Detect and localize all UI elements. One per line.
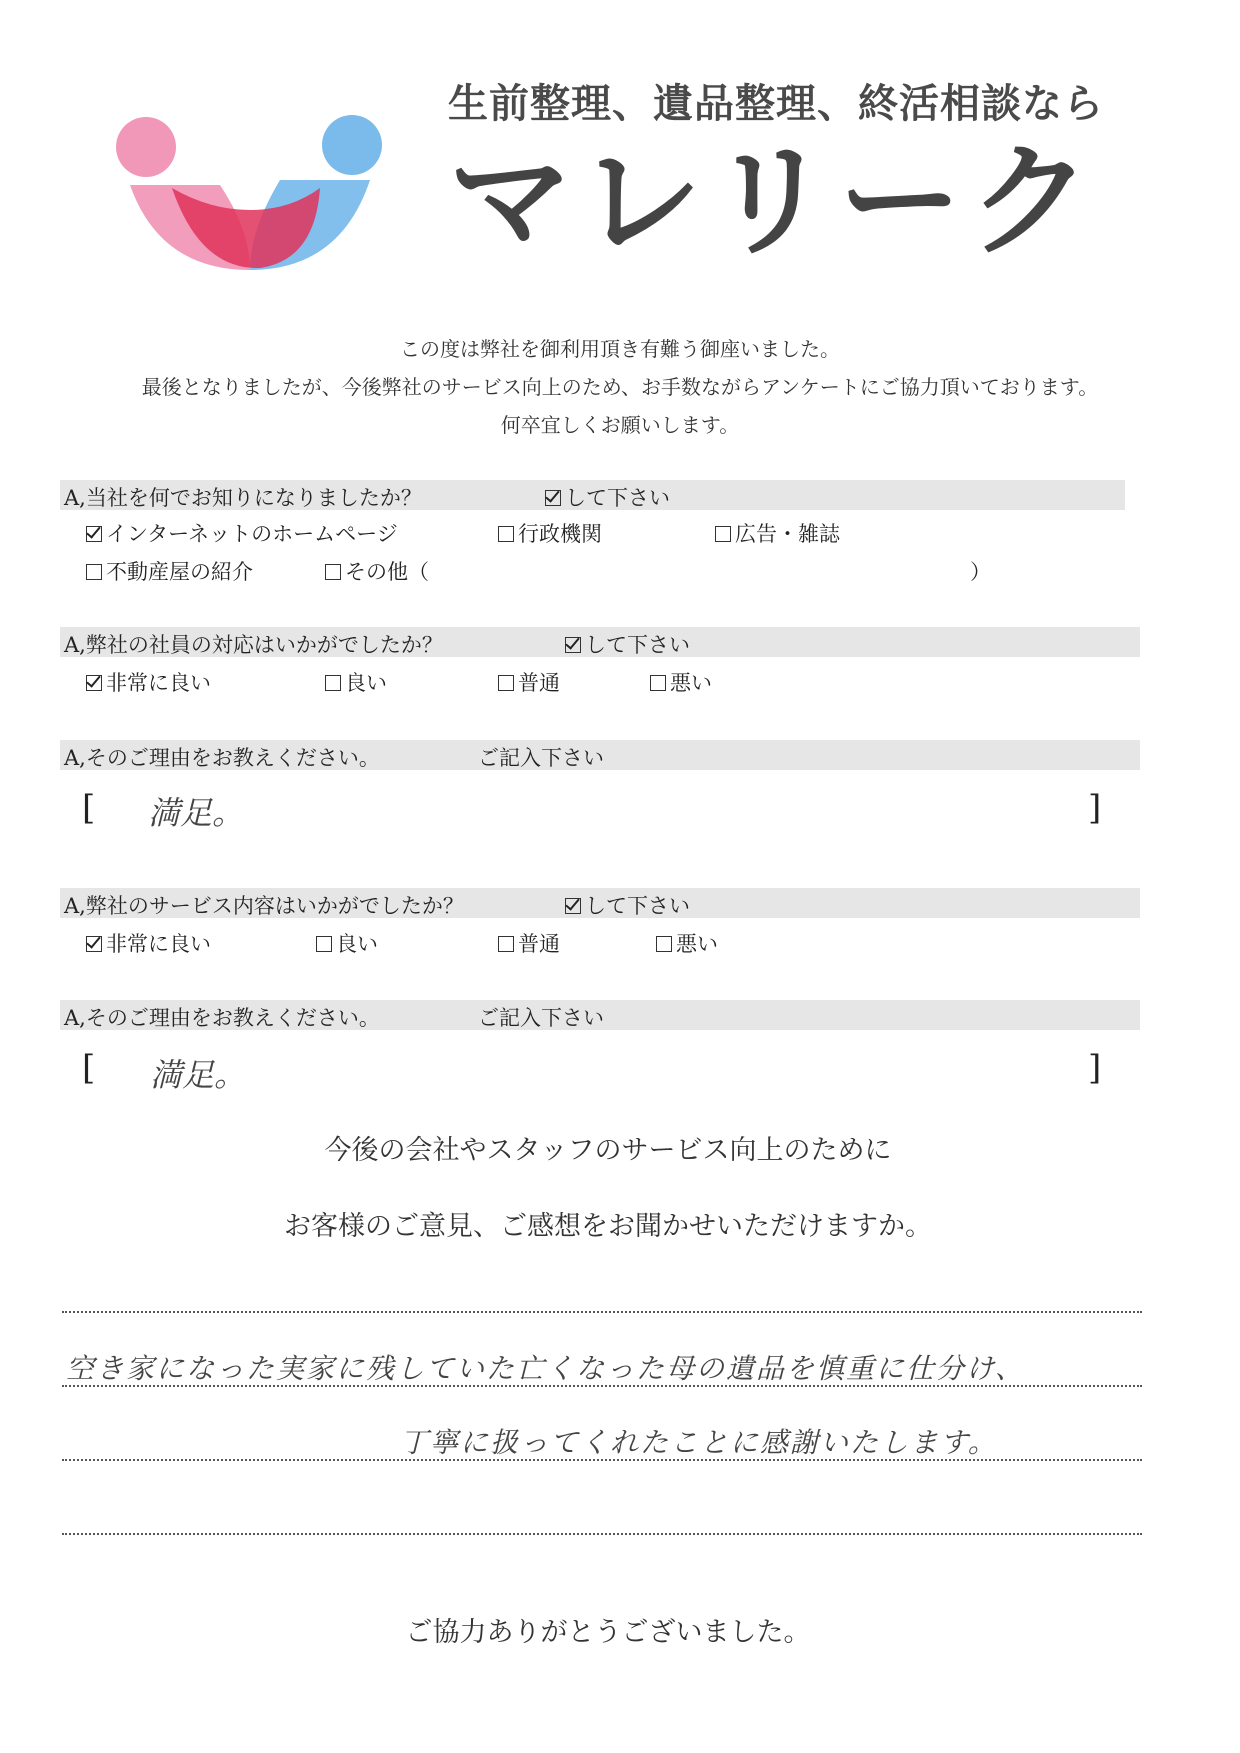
checkbox-icon[interactable]	[498, 936, 514, 952]
q1-option-other[interactable]: その他（	[325, 556, 429, 586]
feedback-prompt-2: お客様のご意見、ご感想をお聞かせいただけますか。	[284, 1211, 932, 1242]
q2-option-good[interactable]: 良い	[325, 667, 387, 697]
checkbox-icon[interactable]	[325, 675, 341, 691]
q3-bracket-open: [	[82, 788, 96, 828]
q1-instruction: して下さい	[545, 482, 670, 512]
q5-question: A,そのご理由をお教えください。	[64, 1006, 380, 1030]
q1-option-ads[interactable]: 広告・雑誌	[715, 518, 840, 548]
checkbox-icon[interactable]	[498, 526, 514, 542]
q1-option-government[interactable]: 行政機関	[498, 518, 602, 548]
intro-line-1: この度は弊社を御利用頂き有難う御座いました。	[400, 337, 840, 361]
instruction-check-icon	[545, 490, 561, 506]
q4-option-normal[interactable]: 普通	[498, 928, 560, 958]
q3-bracket-close: ]	[1088, 788, 1102, 828]
checkbox-icon[interactable]	[86, 564, 102, 580]
intro-line-3: 何卒宜しくお願いします。	[500, 413, 740, 437]
checkbox-icon[interactable]	[715, 526, 731, 542]
q3-answer[interactable]: 満足。	[148, 794, 245, 832]
comment-text-1[interactable]: 空き家になった実家に残していた亡くなった母の遺品を慎重に仕分け、	[66, 1352, 1025, 1385]
q1-question: A,当社を何でお知りになりましたか？	[64, 486, 422, 510]
q5-instruction: ご記入下さい	[478, 1006, 604, 1030]
checkbox-icon[interactable]	[498, 675, 514, 691]
checkbox-icon[interactable]	[650, 675, 666, 691]
comment-line-3	[62, 1459, 1142, 1461]
thanks-message: ご協力ありがとうございました。	[405, 1617, 811, 1648]
checkbox-icon[interactable]	[316, 936, 332, 952]
instruction-check-icon	[565, 898, 581, 914]
q3-question: A,そのご理由をお教えください。	[64, 746, 380, 770]
q3-instruction: ご記入下さい	[478, 746, 604, 770]
checkbox-checked-icon[interactable]	[86, 936, 102, 952]
comment-line-2	[62, 1385, 1142, 1387]
q1-option-realestate[interactable]: 不動産屋の紹介	[86, 556, 253, 586]
checkbox-checked-icon[interactable]	[86, 675, 102, 691]
q4-option-good[interactable]: 良い	[316, 928, 378, 958]
brand-name: マレリーク	[448, 130, 1099, 274]
q4-question: A,弊社のサービス内容はいかがでしたか？	[64, 894, 464, 918]
intro-line-2: 最後となりましたが、今後弊社のサービス向上のため、お手数ながらアンケートにご協力頂いております。	[141, 375, 1099, 399]
tagline: 生前整理、遺品整理、終活相談なら	[448, 81, 1104, 127]
q2-instruction: して下さい	[565, 629, 690, 659]
q5-answer[interactable]: 満足。	[150, 1056, 247, 1094]
checkbox-icon[interactable]	[325, 564, 341, 580]
q4-instruction: して下さい	[565, 890, 690, 920]
comment-text-2[interactable]: 丁寧に扱ってくれたことに感謝いたします。	[400, 1426, 998, 1459]
feedback-prompt-1: 今後の会社やスタッフのサービス向上のために	[324, 1135, 892, 1166]
q2-question: A,弊社の社員の対応はいかがでしたか？	[64, 633, 443, 657]
comment-line-4	[62, 1533, 1142, 1535]
q4-option-very-good[interactable]: 非常に良い	[86, 928, 211, 958]
instruction-check-icon	[565, 637, 581, 653]
q1-other-close: ）	[970, 560, 991, 584]
checkbox-icon[interactable]	[656, 936, 672, 952]
brand-logo	[100, 110, 400, 280]
comment-line-1	[62, 1311, 1142, 1313]
q4-option-bad[interactable]: 悪い	[656, 928, 718, 958]
q2-option-bad[interactable]: 悪い	[650, 667, 712, 697]
q5-bracket-close: ]	[1088, 1048, 1102, 1088]
checkbox-checked-icon[interactable]	[86, 526, 102, 542]
q5-bracket-open: [	[82, 1048, 96, 1088]
q1-option-internet[interactable]: インターネットのホームページ	[86, 518, 398, 548]
q2-option-normal[interactable]: 普通	[498, 667, 560, 697]
q2-option-very-good[interactable]: 非常に良い	[86, 667, 211, 697]
